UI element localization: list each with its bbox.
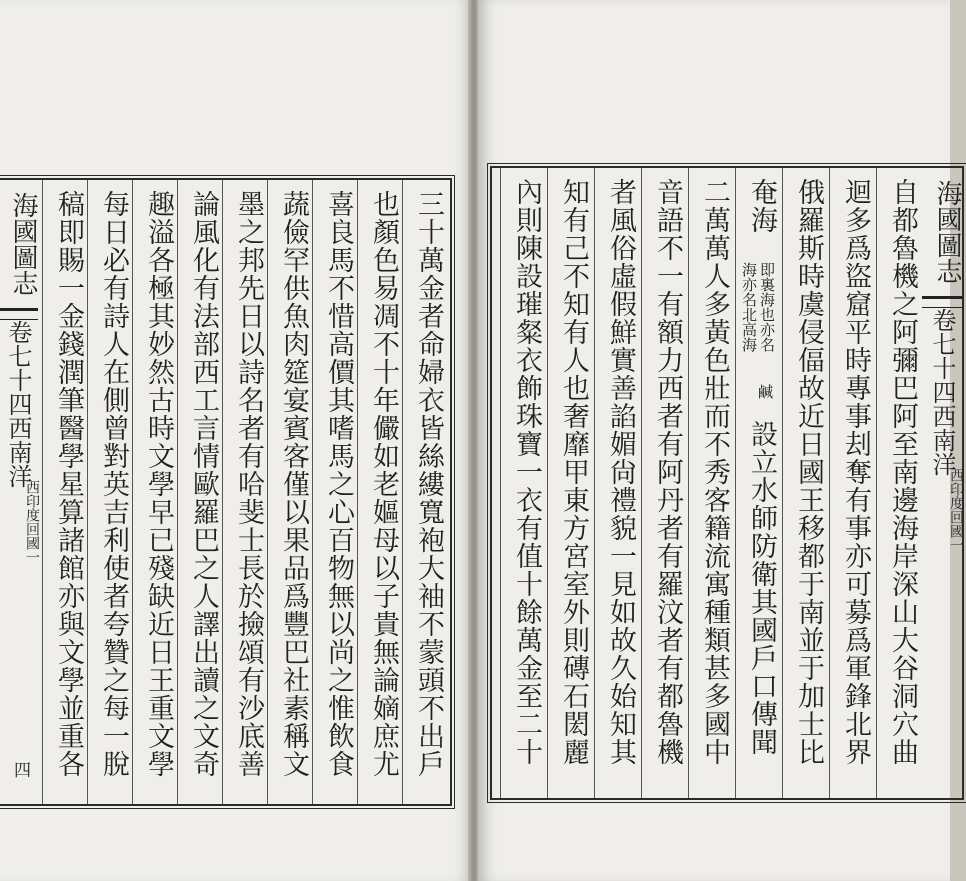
right-fishtail-mark (922, 296, 962, 308)
left-fishtail-mark (0, 308, 38, 320)
right-column-4-annotation (740, 262, 775, 352)
right-column-4 (735, 168, 778, 798)
right-hinge-title: 海國圖志 (932, 180, 962, 284)
right-column-8 (547, 168, 590, 798)
left-column-1-text: 三十萬金者命婦衣皆絲縷寬袍大袖不蒙頭不出戶 (413, 190, 444, 778)
left-column-4 (267, 180, 310, 804)
right-hinge-subtitle: 西印度回國一 (948, 468, 964, 552)
right-column-8-text: 知有己不知有人也奢靡甲東方宮室外則磚石閎麗 (558, 178, 589, 766)
left-column-2 (357, 180, 400, 804)
left-column-1 (402, 180, 445, 804)
right-text-frame (490, 166, 964, 800)
left-column-8-text: 每日必有詩人在側曾對英吉利使者夸贊之每一脫 (98, 190, 129, 778)
left-column-7 (132, 180, 175, 804)
right-column-9-text: 內則陳設璀粲衣飾珠寶一衣有值十餘萬金至二十 (511, 178, 542, 766)
left-hinge-juan: 卷七十四西南洋 (4, 320, 32, 488)
left-column-3 (312, 180, 355, 804)
right-column-1-text: 自都魯機之阿彌巴阿至南邊海岸深山大谷洞穴曲 (887, 178, 918, 766)
right-hinge-margin (922, 168, 962, 798)
left-page (0, 0, 470, 881)
right-column-5-text: 二萬萬人多黃色壯而不秀客籍流寓種類甚多國中 (699, 178, 730, 766)
right-hinge-juan: 卷七十四西南洋 (928, 308, 956, 476)
left-column-2-text: 也顏色易凋不十年儼如老嫗母以子貴無論嫡庶尤 (368, 190, 399, 778)
left-column-4-text: 蔬儉罕供魚肉筵宴賓客僅以果品爲豐巴社素稱文 (278, 190, 309, 778)
left-text-frame (0, 178, 452, 806)
right-column-5 (688, 168, 731, 798)
right-column-9 (500, 168, 543, 798)
right-page (478, 0, 964, 881)
left-hinge-page-number: 四 (10, 761, 30, 778)
annotation-line-c: 鹹 (756, 384, 774, 399)
left-column-9 (42, 180, 85, 804)
right-column-7 (594, 168, 637, 798)
right-column-7-text: 者風俗虛假鮮實善諂媚尙禮貌一見如故久始知其 (605, 178, 636, 766)
left-hinge-title: 海國圖志 (8, 192, 38, 296)
right-column-2 (829, 168, 872, 798)
left-column-7-text: 趣溢各極其妙然古時文學早已殘缺近日王重文學 (143, 190, 174, 778)
left-column-6-text: 論風化有法部西工言情歐羅巴之人譯出讀之文奇 (188, 190, 219, 778)
left-column-5 (222, 180, 265, 804)
right-column-6 (641, 168, 684, 798)
left-column-6 (177, 180, 220, 804)
annotation-line-b: 海亦名北高海 (740, 262, 758, 352)
annotation-line-a: 即裏海也亦名 (758, 262, 776, 352)
right-column-6-text: 音語不一有額力西者有阿丹者有羅汶者有都魯機 (652, 178, 683, 766)
right-column-3-text: 俄羅斯時虞侵偪故近日國王移都于南並于加士比 (793, 178, 824, 766)
left-hinge-margin (0, 180, 38, 804)
left-column-3-text: 喜良馬不惜高價其嗜馬之心百物無以尚之惟飲食 (323, 190, 354, 778)
right-column-3 (782, 168, 825, 798)
right-column-4-text-top: 奄海 (746, 178, 777, 234)
right-column-2-text: 迴多爲盜窟平時專事刦奪有事亦可募爲軍鋒北界 (840, 178, 871, 766)
left-hinge-subtitle: 西印度回國一 (24, 480, 40, 564)
left-column-9-text: 稿即賜一金錢潤筆醫學星算諸館亦與文學並重各 (53, 190, 84, 778)
right-column-4-text-bottom: 設立水師防衛其國戶口傳聞 (746, 420, 777, 756)
left-column-8 (87, 180, 130, 804)
left-column-5-text: 墨之邦先日以詩名者有哈斐士長於撿頌有沙底善 (233, 190, 264, 778)
right-column-1 (876, 168, 919, 798)
